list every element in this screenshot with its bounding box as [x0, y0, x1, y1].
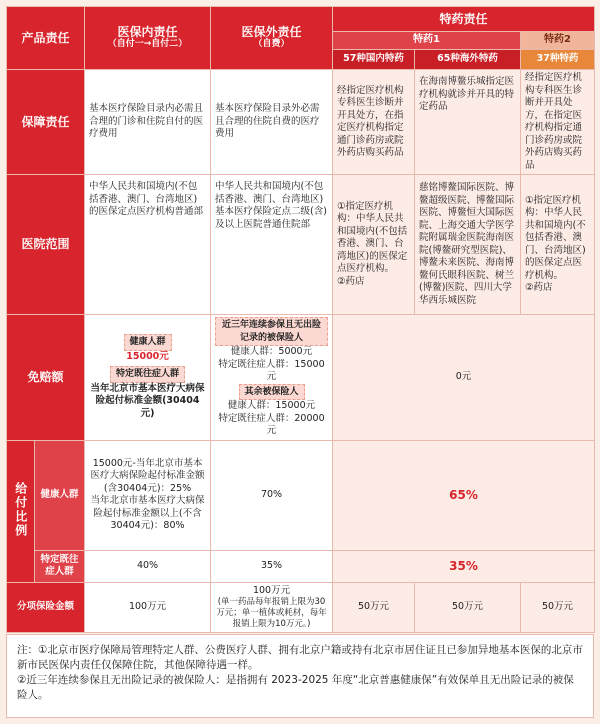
- hospital-in: 中华人民共和国境内(不包括香港、澳门、台湾地区)的医保定点医疗机构普通部: [85, 175, 211, 315]
- hospital-out: 中华人民共和国境内(不包括香港、澳门、台湾地区)基本医疗保险定点二级(含)及以上医院普通住院部: [211, 175, 333, 315]
- coverage-domestic: 经指定医疗机构专科医生诊断并开具处方，在指定医疗机构指定通门诊药房或院外药店购买药品: [333, 70, 415, 175]
- payout-special-label: 特定既往症人群: [35, 550, 85, 582]
- hospital-drug37-1: ①指定医疗机构：中华人民共和国境内(不包括香港、澳门、台湾地区)的医保定点医疗机构。: [525, 194, 586, 281]
- note-1: 注：①北京市医疗保障局管理特定人群、公费医疗人群、拥有北京户籍或持有北京市居住证且已参加异地基本医保的北京市新市民医保内责任仅保障住院，其他保障待遇一样。: [17, 644, 583, 671]
- hospital-drug37-2: ②药店: [525, 282, 553, 293]
- payout-special-special: 35%: [333, 550, 595, 582]
- coverage-out: 基本医疗保险目录外必需且合理的住院自费的医疗费用: [211, 70, 333, 175]
- hospital-domestic-1: ①指定医疗机构：中华人民共和国境内(不包括香港、澳门、台湾地区)的医保定点医疗机构。: [337, 200, 408, 275]
- header-overseas: 65种海外特药: [415, 50, 521, 70]
- deductible-special: 0元: [333, 315, 595, 441]
- row-label-coverage: 保障责任: [7, 70, 85, 175]
- deductible-in-text: 当年北京市基本医疗大病保险起付标准金额(30404元): [90, 382, 205, 419]
- limit-in: 100万元: [85, 582, 211, 633]
- row-label-payout: [7, 440, 35, 582]
- header-in-scope: [85, 7, 211, 70]
- limit-out-note: (单一药品每年报销上限为30万元；单一植体或耗材，每年报销上限为10万元。): [216, 597, 327, 629]
- hospital-domestic: [333, 175, 415, 315]
- limit-out-main: 100万元: [252, 584, 291, 596]
- hospital-drug37: [521, 175, 595, 315]
- note-2: ②近三年连续参保且无出险记录的被保险人：是指拥有 2023-2025 年度“北京普惠健康保”有效保单且无出险记录的被保险人。: [17, 674, 574, 701]
- header-in-scope-title: 医保内责任: [117, 24, 178, 39]
- deductible-out: [211, 315, 333, 441]
- hospital-domestic-2: ②药店: [337, 275, 365, 287]
- deductible-out-badge-recent: 近三年连续参保且无出险记录的被保险人: [215, 317, 328, 346]
- deductible-out-healthy: 健康人群：5000元: [230, 346, 313, 357]
- payout-healthy-in: 15000元-当年北京市基本医疗大病保险起付标准金额(含30404元)：25% 当年北京市基本医疗大病保险起付标准金额以上(不含30404元)：80%: [85, 440, 211, 550]
- deductible-out-special: 特定既往症人群：15000元: [218, 358, 325, 382]
- deductible-in-badge-healthy: 健康人群: [124, 334, 172, 351]
- header-special-drug: 特药责任: [333, 7, 595, 32]
- row-label-hospital: 医院范围: [7, 175, 85, 315]
- limit-out: [211, 582, 333, 633]
- payout-special-in: 40%: [85, 550, 211, 582]
- header-special-drug-2: 特药2: [521, 32, 595, 50]
- payout-healthy-label: 健康人群: [35, 440, 85, 550]
- payout-healthy-special: 65%: [333, 440, 595, 550]
- header-out-scope-sub: （自费）: [253, 39, 290, 49]
- deductible-in-amount: 15000元: [126, 350, 169, 362]
- header-in-scope-sub: （自付一→自付二）: [107, 39, 188, 49]
- hospital-overseas: 慈铭博鳌国际医院、博鳌超级医院、博鳌国际医院、博鳌恒大国际医院、上海交通大学医学院附属瑞金医院海南医院(博鳌研究型医院)、博鳌未来医院、海南博鳌何氏眼科医院、树兰(博鳌)医院、四川大学华西乐城医院: [415, 175, 521, 315]
- header-domestic: 57种国内特药: [333, 50, 415, 70]
- limit-domestic: 50万元: [333, 582, 415, 633]
- row-label-deductible: 免赔额: [7, 315, 85, 441]
- coverage-table: [6, 6, 594, 633]
- header-product-responsibility: 产品责任: [7, 7, 85, 70]
- header-out-scope: [211, 7, 333, 70]
- deductible-out-badge-others: 其余被保险人: [239, 384, 305, 401]
- limit-drug37: 50万元: [521, 582, 595, 633]
- header-drug37: 37种特药: [521, 50, 595, 70]
- row-label-payout-text: 给付比例: [13, 481, 28, 538]
- deductible-out-special2: 特定既往症人群：20000元: [218, 412, 325, 436]
- notes-box: [6, 634, 594, 718]
- header-special-drug-1: 特药1: [333, 32, 521, 50]
- deductible-in: [85, 315, 211, 441]
- header-out-scope-title: 医保外责任: [241, 24, 302, 39]
- coverage-overseas: 在海南博鳌乐城指定医疗机构就诊并开具的特定药品: [415, 70, 521, 175]
- payout-healthy-out: 70%: [211, 440, 333, 550]
- limit-overseas: 50万元: [415, 582, 521, 633]
- deductible-out-healthy2: 健康人群：15000元: [227, 400, 316, 411]
- payout-special-out: 35%: [211, 550, 333, 582]
- coverage-in: 基本医疗保险目录内必需且合理的门诊和住院自付的医疗费用: [85, 70, 211, 175]
- deductible-in-badge-special: 特定既往症人群: [110, 366, 185, 383]
- coverage-drug37: 经指定医疗机构专科医生诊断并开具处方，在指定医疗机构指定通门诊药房或院外药店购买药品: [521, 70, 595, 175]
- row-label-limit: 分项保险金额: [7, 582, 85, 633]
